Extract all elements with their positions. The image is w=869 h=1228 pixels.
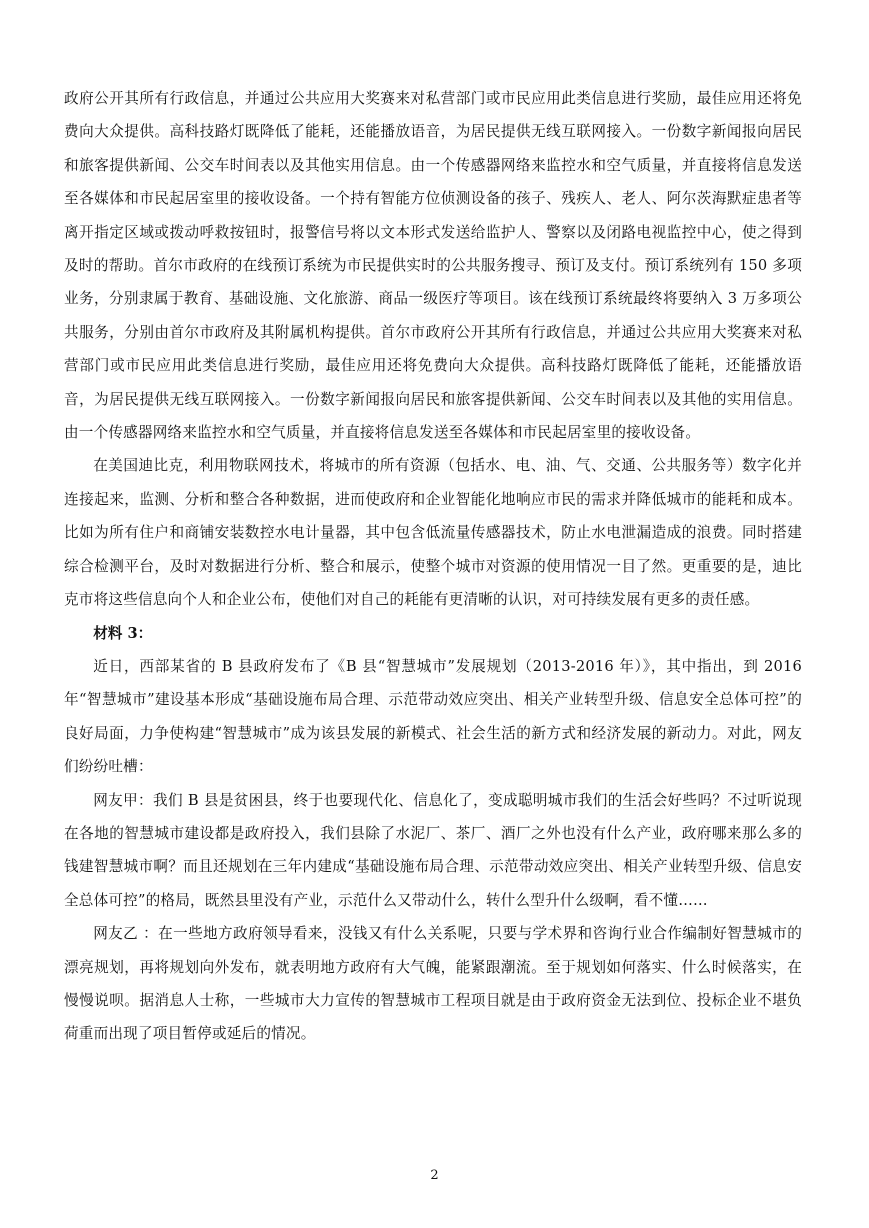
paragraph-dubuque: 在美国迪比克，利用物联网技术，将城市的所有资源（包括水、电、油、气、交通、公共服务等）数字化并连接起来，监测、分析和整合各种数据，进而使政府和企业智能化地响应市民的需求并降低城市的能耗和成本。比如为所有住户和商铺安装数控水电计量器，其中包含低流量传感器技术，防止水电泄漏造成的浪费。同时搭建综合检测平台，及时对数据进行分析、整合和展示，使整个城市对资源的使用情况一目了然。更重要的是，迪比克市将这些信息向个人和企业公布，使他们对自己的耗能有更清晰的认识，对可持续发展有更多的责任感。 <box>64 457 802 609</box>
paragraph-seoul: 政府公开其所有行政信息，并通过公共应用大奖赛来对私营部门或市民应用此类信息进行奖励，最佳应用还将免费向大众提供。高科技路灯既降低了能耗，还能播放语音，为居民提供无线互联网接入。一份数字新闻报向居民和旅客提供新闻、公交车时间表以及其他实用信息。由一个传感器网络来监控水和空气质量，并直接将信息发送至各媒体和市民起居室里的接收设备。一个持有智能方位侦测设备的孩子、残疾人、老人、阿尔茨海默症患者等离开指定区域或拨动呼救按钮时，报警信号将以文本形式发送给监护人、警察以及闭路电视监控中心，使之得到及时的帮助。首尔市政府的在线预订系统为市民提供实时的公共服务搜寻、预订及支付。预订系统列有 150 多项业务，分别隶属于教育、基础设施、文化旅游、商品一级医疗等项目。该在线预订系统最终将要纳入 3 万多项公共服务，分别由首尔市政府及其附属机构提供。首尔市政府公开其所有行政信息，并通过公共应用大奖赛来对私营部门或市民应用此类信息进行奖励，最佳应用还将免费向大众提供。高科技路灯既降低了能耗，还能播放语音，为居民提供无线互联网接入。一份数字新闻报向居民和旅客提供新闻、公交车时间表以及其他的实用信息。由一个传感器网络来监控水和空气质量，并直接将信息发送至各媒体和市民起居室里的接收设备。 <box>64 90 802 442</box>
paragraph-netizen-a: 网友甲：我们 B 县是贫困县，终于也要现代化、信息化了，变成聪明城市我们的生活会好些吗？不过听说现在各地的智慧城市建设都是政府投入，我们县除了水泥厂、茶厂、酒厂之外也没有什么产业，政府哪来那么多的钱建智慧城市啊？而且还规划在三年内建成“基础设施布局合理、示范带动效应突出、相关产业转型升级、信息安全总体可控”的格局，既然县里没有产业，示范什么又带动什么，转什么型升什么级啊，看不懂…… <box>64 791 802 909</box>
material-heading: 材料 3： <box>93 624 153 642</box>
paragraph-netizen-b: 网友乙 ：在一些地方政府领导看来，没钱又有什么关系呢，只要与学术界和咨询行业合作编制好智慧城市的漂亮规划，再将规划向外发布，就表明地方政府有大气魄，能紧跟潮流。至于规划如何落实、什么时候落实，在慢慢说呗。据消息人士称，一些城市大力宣传的智慧城市工程项目就是由于政府资金无法到位、投标企业不堪负荷重而出现了项目暂停或延后的情况。 <box>64 925 802 1043</box>
paragraph-b-county: 近日，西部某省的 B 县政府发布了《B 县“智慧城市”发展规划（2013-2016 年）》，其中指出，到 2016 年“智慧城市”建设基本形成“基础设施布局合理、示范带动效应突出、相关产业转型升级、信息安全总体可控”的良好局面，力争使构建“智慧城市”成为该县发展的新模式、社会生活的新方式和经济发展的新动力。对此，网友们纷纷吐槽： <box>64 657 802 776</box>
page-number: 2 <box>430 1168 439 1183</box>
